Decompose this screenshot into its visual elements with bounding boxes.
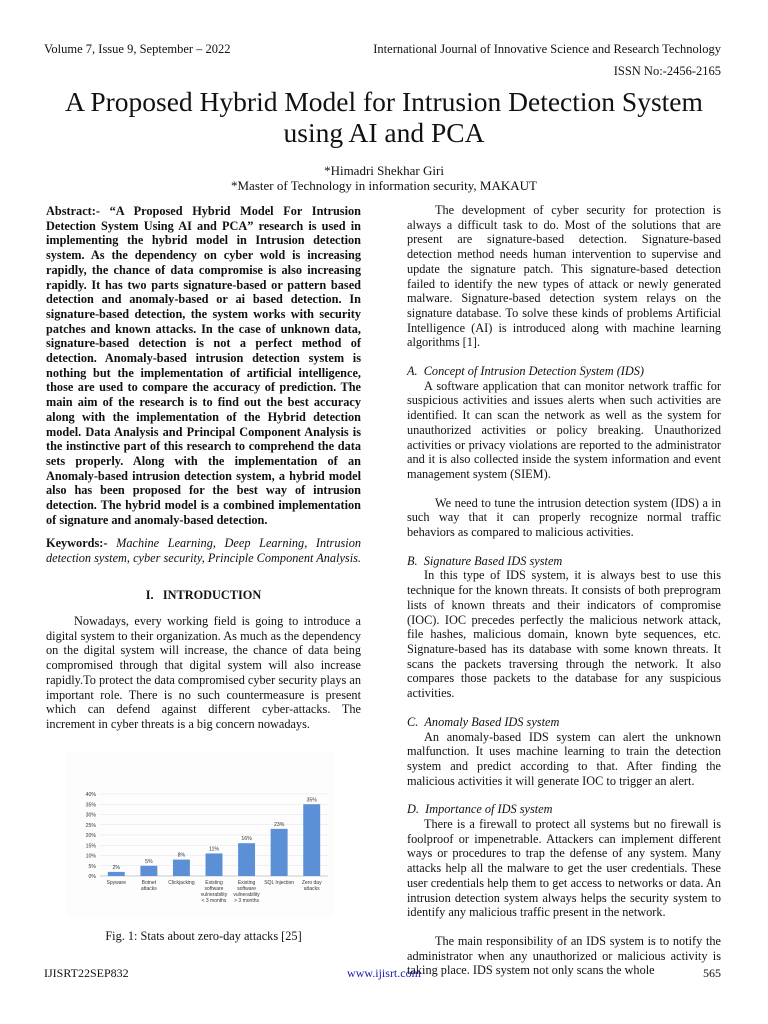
chart-data-label: 11% <box>209 846 219 853</box>
chart-data-label: 16% <box>241 836 252 843</box>
chart-y-tick-label: 30% <box>85 812 96 819</box>
chart-bar <box>271 829 288 876</box>
paper-title: A Proposed Hybrid Model for Intrusion Detection System using AI and PCA <box>65 86 703 148</box>
zero-day-attack-chart <box>66 752 334 918</box>
subsection-heading-c: C. Anomaly Based IDS system <box>407 714 560 729</box>
chart-bar <box>108 872 125 876</box>
chart-y-tick-label: 40% <box>85 792 96 798</box>
keywords-label: Keywords:- <box>46 536 108 550</box>
figure-caption: Fig. 1: Stats about zero-day attacks [25] <box>105 929 302 943</box>
paragraph-ids-importance: There is a firewall to protect all systems but no firewall is foolproof or impenetrable. Attackers can implement different ways or procedures to trap the defense of any system. Many attacks help all the malware to get the user credentials. These user credentials help them to get access to networks or data. An intrusion detection system always helps the security system to identify any malicious traffic present in the network. <box>407 817 721 920</box>
journal-name: International Journal of Innovative Science and Research Technology <box>373 42 721 56</box>
paragraph-ids-tuning: We need to tune the intrusion detection system (IDS) a in such way that it can properly recognize normal traffic behaviors as compared to malicious activities. <box>407 495 721 540</box>
chart-y-tick-label: 15% <box>85 843 96 850</box>
chart-y-tick-label: 35% <box>85 802 96 809</box>
chart-bar <box>303 804 320 876</box>
paragraph-anomaly-ids: An anomaly-based IDS system can alert the unknown malfunction. It uses machine learning to train the detection system and predict according to that. After finding the malicious activities it will generate IOC to trigger an alert. <box>407 729 721 788</box>
chart-data-label: 23% <box>273 821 285 828</box>
chart-data-label: 8% <box>177 852 186 859</box>
keywords-text: Machine Learning, Deep Learning, Intrusion detection system, cyber security, Principle Component Analysis. <box>46 536 361 565</box>
section-heading-introduction: I. INTRODUCTION <box>145 588 262 602</box>
paragraph-ids-concept: A software application that can monitor network traffic for suspicious activities and issues alerts when such activities are identified. It can scan the network as well as the system for unauthorized activities or policy breaking. Unauthorized activities or privacy violations are reported to the administrator and it is also collected inside the system information and event management system (SIEM). <box>407 378 721 481</box>
chart-bar <box>173 860 190 876</box>
chart-data-label: 2% <box>112 864 121 871</box>
chart-x-axis <box>107 880 323 904</box>
chart-bar <box>140 866 157 876</box>
chart-y-tick-label: 0% <box>88 874 96 880</box>
chart-x-tick-label: SQL Injection <box>264 880 295 886</box>
author-block <box>0 163 768 193</box>
chart-bars <box>108 804 320 876</box>
chart-y-tick-label: 10% <box>85 853 96 860</box>
issn: ISSN No:-2456-2165 <box>613 64 721 78</box>
chart-y-tick-label: 20% <box>85 833 96 839</box>
subsection-heading-d: D. Importance of IDS system <box>407 802 553 817</box>
chart-data-label: 5% <box>145 858 153 865</box>
chart-x-tick-label: Existing software vulnerability > 3 months <box>233 880 260 904</box>
chart-y-tick-label: 5% <box>88 863 96 870</box>
abstract-text: “A Proposed Hybrid Model For Intrusion Detection System Using AI and PCA” research is used in implementing the hybrid model in Intrusion detection system. As the dependency on cyber wold is increasing rapidly, the chance of data compromise is also increasing rapidly. It has two parts signature-based or pattern based detection and anomaly-based or ai based detection. In signature-based detection, the system works with security patches and known attacks. In the case of unknown data, signature-based detection is not a perfect method of detection. Anomaly-based intrusion detection system is nothing but the implementation of artificial intelligence, those are used to compare the accuracy of prediction. The main aim of the research is to find out the best accuracy along with the implementation of the Hybrid detection model. Data Analysis and Principal Component Analysis is the instinctive part of this research to comprehend the data sets properly. Along with the implementation of an Anomaly-based intrusion detection system, a hybrid model also has been proposed for the best way of intrusion detection. The hybrid model is a combined implementation of signature and anomaly-based detection. <box>46 204 361 527</box>
abstract <box>46 204 361 527</box>
volume-info: Volume 7, Issue 9, September – 2022 <box>44 42 231 56</box>
chart-bar <box>206 853 223 876</box>
chart-x-tick-label: Existing software vulnerability < 3 months <box>200 880 228 904</box>
paragraph-signature-ids: In this type of IDS system, it is always best to use this technique for the known threats. It consists of both preprogram lists of known threats and their indicators of compromise (IOC). IOC precedes perfectly the malicious network attack, file hashes, malicious domain, known byte sequences, etc. Signature-based has its database with some known threats. It scans the packets traversing through the network. It also compares those packets to the database for any suspicious activities. <box>407 568 721 701</box>
abstract-label: Abstract:- <box>46 204 100 218</box>
keywords <box>46 536 361 565</box>
footer-website-link[interactable]: www.ijisrt.com <box>347 966 421 980</box>
author-name: *Himadri Shekhar Giri <box>324 163 444 178</box>
subsection-heading-a: A. Concept of Intrusion Detection System (IDS) <box>407 364 645 379</box>
chart-y-axis <box>86 792 97 880</box>
page-number: 565 <box>703 966 721 980</box>
chart-x-tick-label: Spyware <box>106 880 127 886</box>
right-column <box>407 203 721 978</box>
chart-y-tick-label: 25% <box>85 822 96 829</box>
author-affiliation: *Master of Technology in information security, MAKAUT <box>231 178 537 193</box>
paragraph-ids-responsibility: The main responsibility of an IDS system is to notify the administrator when any unauthorized or malicious activity is taking place. IDS system not only scans the whole <box>407 933 721 978</box>
subsection-heading-b: B. Signature Based IDS system <box>407 553 563 568</box>
footer-paper-id: IJISRT22SEP832 <box>44 966 129 980</box>
chart-x-tick-label: Zero day attacks <box>301 880 322 892</box>
chart-x-tick-label: Clickjacking <box>168 880 195 886</box>
chart-data-label: 35% <box>306 797 317 804</box>
chart-bar <box>238 843 255 876</box>
introduction-paragraph: Nowadays, every working field is going to introduce a digital system to their organization. As much as the dependency on the digital system will increase, the chance of data being compromised through that digital system will also increase rapidly.To protect the data compromised cyber security plays an important role. There is no such countermeasure is present which can defend against different cyber-attacks. The increment in cyber threats is a big concern nowadays. <box>46 614 361 731</box>
paragraph-development: The development of cyber security for protection is always a difficult task to do. Most of the solutions that are present are signature-based detection. Signature-based detection method needs human intervention to supervise and update the signature patch. This signature-based detection failed to identify the new types of attack or newly generated malware. Signature-based detection system relays on the signature database. To solve these kinds of problems Artificial Intelligence (AI) is introduced along with machine learning algorithms [1]. <box>407 203 721 350</box>
chart-x-tick-label: Botnet attacks <box>140 880 157 892</box>
